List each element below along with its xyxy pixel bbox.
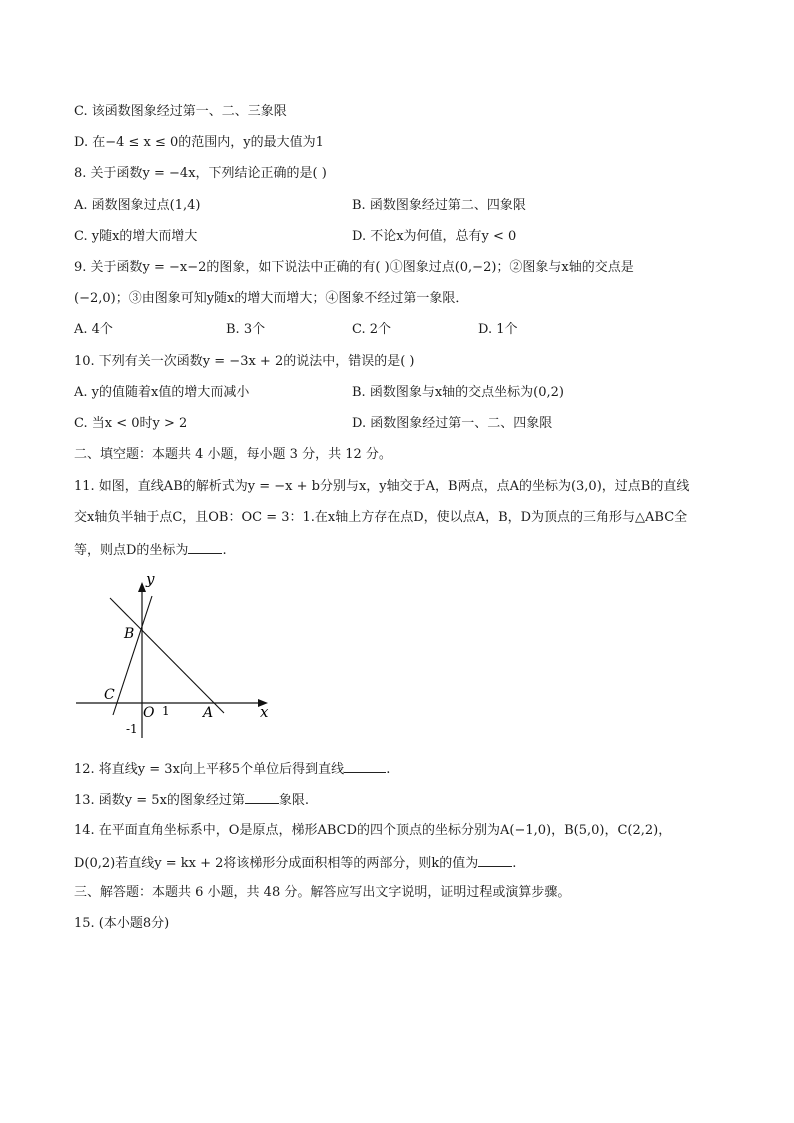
q9-stem-line1: 9. 关于函数y = −x−2的图象，如下说法中正确的有( )①图象过点(0,−2)；②图象与x轴的交点是 <box>74 260 634 275</box>
q11-answer-blank[interactable] <box>188 540 222 554</box>
q11-line3-end: . <box>222 543 227 558</box>
label-o: O <box>143 705 155 721</box>
q10-option-b: B. 函数图象与x轴的交点坐标为(0,2) <box>352 385 564 400</box>
label-b: B <box>124 626 135 642</box>
q9-option-c: C. 2个 <box>352 322 392 337</box>
q15-heading: 15. (本小题8分) <box>74 916 170 931</box>
q11-line2: 交x轴负半轴于点C，且OB：OC = 3：1.在x轴上方存在点D，使以点A，B，D为顶点的三角形与△ABC全 <box>74 510 688 525</box>
y-axis-arrow <box>138 582 146 592</box>
q8-option-c: C. y随x的增大而增大 <box>74 229 198 244</box>
q8-option-d: D. 不论x为何值，总有y < 0 <box>352 229 517 244</box>
q11-line3-text: 等，则点D的坐标为 <box>74 543 189 558</box>
q14-line1: 14. 在平面直角坐标系中，O是原点，梯形ABCD的四个顶点的坐标分别为A(−1,0)，B(5,0)，C(2,2)， <box>74 823 672 838</box>
q8-option-b: B. 函数图象经过第二、四象限 <box>352 198 526 213</box>
q7-option-d: D. 在−4 ≤ x ≤ 0的范围内，y的最大值为1 <box>74 135 324 150</box>
q13-end: 象限. <box>278 793 310 808</box>
label-x: x <box>260 703 269 721</box>
q10-option-d: D. 函数图象经过第一、二、四象限 <box>352 416 553 431</box>
q12-answer-blank[interactable] <box>344 759 386 773</box>
q13-answer-blank[interactable] <box>245 790 279 804</box>
q11-line1: 11. 如图，直线AB的解析式为y = −x + b分别与x，y轴交于A，B两点，点A的坐标为(3,0)，过点B的直线 <box>74 479 690 494</box>
q11-line3 <box>74 540 227 560</box>
q14-line2-text: D(0,2)若直线y = kx + 2将该梯形分成面积相等的两部分，则k的值为 <box>74 856 479 871</box>
label-c: C <box>104 687 115 703</box>
q10-option-a: A. y的值随着x值的增大而减小 <box>74 385 250 400</box>
q9-option-a: A. 4个 <box>74 322 113 337</box>
q8-option-a: A. 函数图象过点(1,4) <box>74 198 201 213</box>
q14-line2-end: . <box>512 856 517 871</box>
label-one: 1 <box>162 704 170 718</box>
q8-stem: 8. 关于函数y = −4x，下列结论正确的是( ) <box>74 166 327 181</box>
line-ab <box>110 598 224 713</box>
q10-option-c: C. 当x < 0时y > 2 <box>74 416 188 431</box>
q14-line2 <box>74 853 516 873</box>
line-bc <box>113 596 152 715</box>
q12 <box>74 759 390 779</box>
q10-stem: 10. 下列有关一次函数y = −3x + 2的说法中，错误的是( ) <box>74 354 415 369</box>
section-fill-in-heading: 二、填空题：本题共 4 小题，每小题 3 分，共 12 分。 <box>74 447 392 462</box>
label-neg-one: -1 <box>126 722 138 736</box>
label-a: A <box>203 705 214 721</box>
section-solution-heading: 三、解答题：本题共 6 小题，共 48 分。解答应写出文字说明，证明过程或演算步骤。 <box>74 885 571 900</box>
label-y: y <box>146 572 155 588</box>
q12-text: 12. 将直线y = 3x向上平移5个单位后得到直线 <box>74 762 345 777</box>
q13 <box>74 790 309 810</box>
q9-option-b: B. 3个 <box>226 322 266 337</box>
q9-option-d: D. 1个 <box>478 322 518 337</box>
q14-answer-blank[interactable] <box>478 853 512 867</box>
q11-figure <box>70 572 280 742</box>
q7-option-c: C. 该函数图象经过第一、二、三象限 <box>74 104 287 119</box>
q9-stem-line2: (−2,0)；③由图象可知y随x的增大而增大；④图象不经过第一象限． <box>74 291 469 306</box>
q13-text: 13. 函数y = 5x的图象经过第 <box>74 793 245 808</box>
q12-end: . <box>386 762 391 777</box>
